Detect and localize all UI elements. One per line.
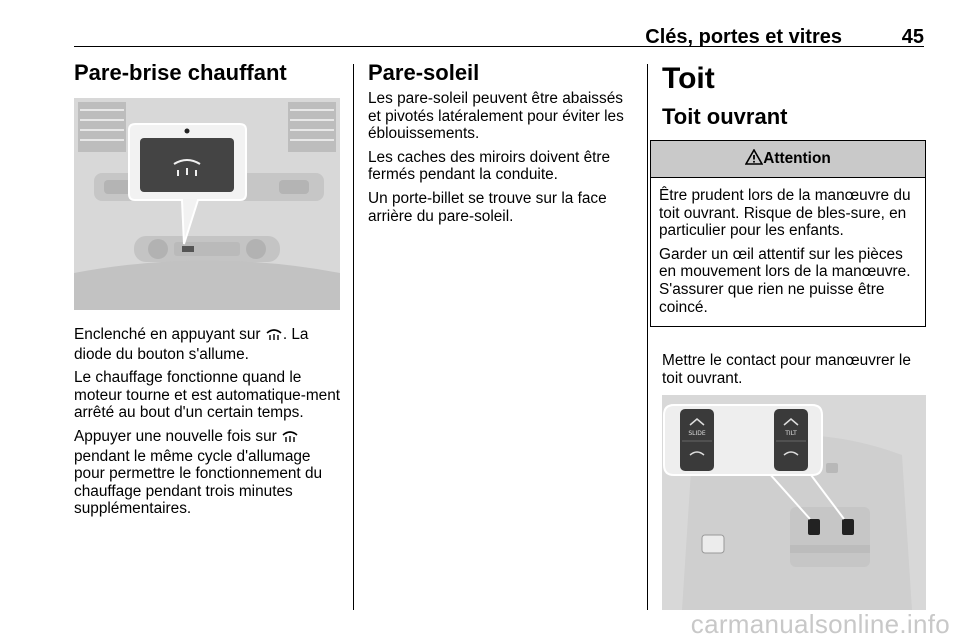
paragraph: Mettre le contact pour manœuvrer le toit ouvrant. [662,352,911,387]
chapter-title: Clés, portes et vitres [645,26,842,48]
paragraph: Appuyer une nouvelle fois sur pendant le même cycle d'allumage pour permettre le fonctionnement du chauffage pendant trois minutes supplémentaires. [74,427,323,518]
section-heading: Pare-soleil [368,60,480,85]
paragraph: Les caches des miroirs doivent être fermés pendant la conduite. [368,148,611,184]
attention-box [650,140,926,327]
attention-body [651,178,925,326]
column-sun-visors [368,60,634,231]
heated-windscreen-image [74,98,340,310]
column-heated-windscreen [74,60,342,86]
page-header [74,0,924,47]
paragraph: Être prudent lors de la manœuvre du toit ouvrant. Risque de bles-sure, en particulier pour les enfants. [659,187,911,240]
dashboard-illustration [74,98,340,310]
sunroof-controls-image [662,395,926,610]
subsection-heading: Toit ouvrant [662,104,788,129]
tilt-label: TILT [785,430,797,437]
attention-header [651,141,925,178]
watermark: carmanualsonline.info [690,609,950,639]
paragraph: Le chauffage fonctionne quand le moteur tourne et est automatique-ment arrêté au bout d'un certain temps. [74,369,341,422]
page-number: 45 [901,26,924,48]
paragraph: Enclenché en appuyant sur . La diode du bouton s'allume. [74,326,309,363]
slide-label: SLIDE [688,430,706,437]
section-heading: Toit [662,62,715,95]
heated-windscreen-text [74,326,342,524]
paragraph: Garder un œil attentif sur les pièces en mouvement lors de la manœuvre. S'assurer que rien ne puisse être coincé. [659,245,911,316]
section-heading: Pare-brise chauffant [74,60,287,85]
warning-triangle-icon [745,143,763,179]
paragraph: Un porte-billet se trouve sur la face arrière du pare-soleil. [368,189,607,225]
roof-instructions [662,352,928,393]
column-roof [662,62,926,130]
heated-windscreen-icon [265,327,283,346]
column-divider [353,64,354,610]
attention-title: Attention [763,150,831,167]
overhead-console-illustration [662,395,926,610]
paragraph: Les pare-soleil peuvent être abaissés et pivotés latéralement pour éviter les éblouissements. [368,90,624,143]
heated-windscreen-icon [281,429,299,448]
column-divider [647,64,648,610]
